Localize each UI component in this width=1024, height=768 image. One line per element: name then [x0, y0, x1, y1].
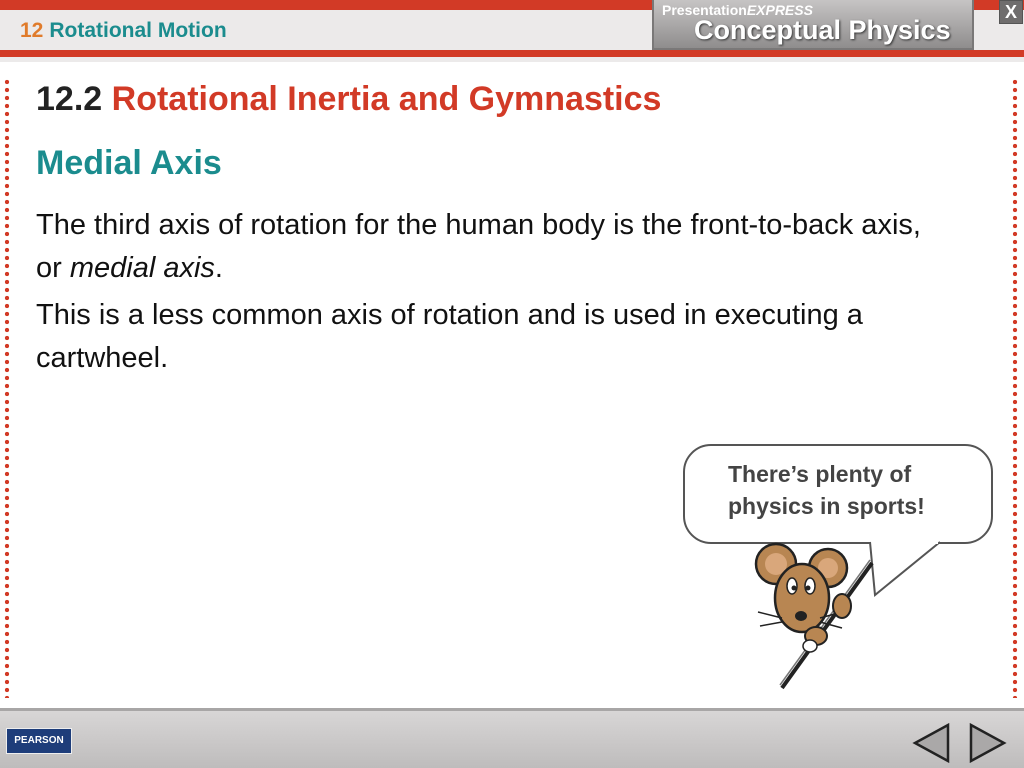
left-dotted-border — [4, 78, 10, 698]
paragraph1-italic-term: medial axis — [69, 252, 215, 284]
speech-line-1: There’s plenty of — [728, 461, 912, 487]
paragraph1-end: . — [214, 252, 223, 284]
slide-subheading: Medial Axis — [36, 144, 222, 182]
right-arrow-icon[interactable] — [967, 723, 1007, 763]
paragraph-medial-axis — [36, 204, 936, 290]
top-header-bar — [0, 0, 1024, 62]
paragraph-cartwheel: This is a less common axis of rotation and is used in executing a cartwheel. — [36, 299, 863, 374]
left-arrow-icon[interactable] — [912, 723, 952, 763]
right-dotted-border — [1012, 78, 1018, 698]
bottom-toolbar — [0, 708, 1024, 768]
chapter-name: Rotational Motion — [49, 19, 227, 42]
close-button[interactable]: X — [999, 0, 1023, 24]
brand-express-text: EXPRESS — [746, 2, 813, 18]
brand-presentation-text: Presentation — [662, 2, 747, 18]
section-name: Rotational Inertia and Gymnastics — [111, 80, 662, 118]
section-title — [36, 80, 661, 119]
chapter-number: 12 — [20, 19, 44, 42]
chapter-title — [20, 19, 227, 43]
section-number: 12.2 — [36, 80, 103, 118]
speech-bubble-text — [728, 458, 925, 522]
brand-logo — [652, 0, 974, 50]
speech-line-2: physics in sports! — [728, 493, 925, 519]
paragraph1-text: The third axis of rotation for the human body is the front-to-back axis, or — [36, 209, 921, 284]
header-bottom-stripe — [0, 50, 1024, 57]
brand-name: Conceptual Physics — [694, 15, 951, 45]
mouse-mascot-illustration — [742, 528, 882, 698]
pearson-logo: PEARSON — [6, 728, 72, 754]
